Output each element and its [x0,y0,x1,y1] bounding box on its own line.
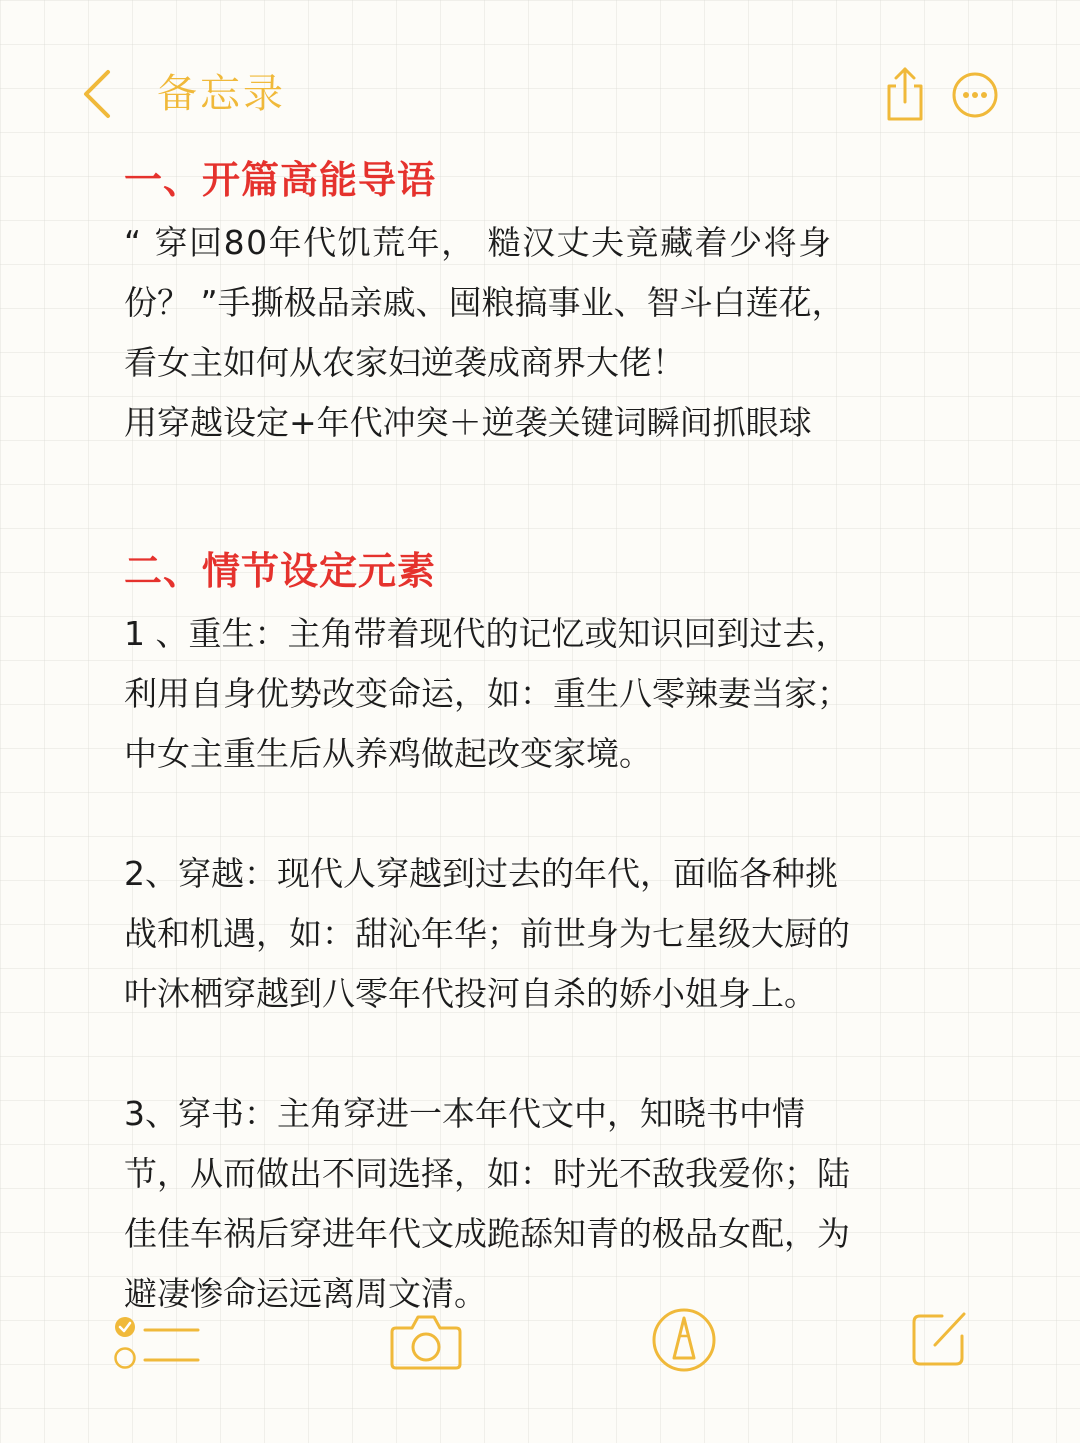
text-line: 看女主如何从农家妇逆袭成商界大佬！ [124,343,685,382]
text-line: 叶沐栖穿越到八零年代投河自杀的娇小姐身上。 [124,974,817,1013]
section-heading: 二、情节设定元素 [124,549,437,593]
markup-button[interactable] [650,1306,718,1374]
pen-icon [650,1306,718,1374]
share-icon [880,64,930,124]
text-line: 3、穿书：主角穿进一本年代文中，知晓书中情 [124,1094,805,1133]
share-button[interactable] [880,64,930,124]
camera-icon [388,1312,464,1372]
section-intro [124,213,974,453]
more-icon [951,71,999,119]
back-button[interactable] [76,66,120,122]
text-line: 2、穿越：现代人穿越到过去的年代，面临各种挑 [124,854,838,893]
more-button[interactable] [951,71,999,119]
navigation-bar [0,0,1080,150]
section-heading: 一、开篇高能导语 [124,158,437,202]
camera-button[interactable] [388,1312,464,1372]
list-item [124,844,974,1024]
text-line: 份？ ”手撕极品亲戚、囤粮搞事业、智斗白莲花， [124,283,845,322]
note-body[interactable] [124,150,974,1324]
text-line: 中女主重生后从养鸡做起改变家境。 [124,734,652,773]
text-line: 节，从而做出不同选择，如：时光不敌我爱你；陆 [124,1154,850,1193]
chevron-left-icon [76,66,120,122]
text-line: 用穿越设定+年代冲突＋逆袭关键词瞬间抓眼球 [124,403,812,442]
checklist-icon [110,1312,202,1376]
text-line: 利用自身优势改变命运，如：重生八零辣妻当家； [124,674,850,713]
compose-icon [908,1308,970,1370]
text-line: 避凄惨命运远离周文清。 [124,1274,487,1313]
text-line: 1 、重生：主角带着现代的记忆或知识回到过去， [124,614,849,653]
text-line: 佳佳车祸后穿进年代文成跪舔知青的极品女配，为 [124,1214,850,1253]
checklist-button[interactable] [110,1312,202,1376]
compose-button[interactable] [908,1308,970,1370]
list-item [124,604,974,784]
text-line: 战和机遇，如：甜沁年华；前世身为七星级大厨的 [124,914,850,953]
list-item [124,1084,974,1324]
back-label[interactable]: 备忘录 [157,71,286,117]
text-line: “ 穿回80年代饥荒年， 糙汉丈夫竟藏着少将身 [124,223,833,262]
bottom-toolbar [0,1300,1080,1400]
